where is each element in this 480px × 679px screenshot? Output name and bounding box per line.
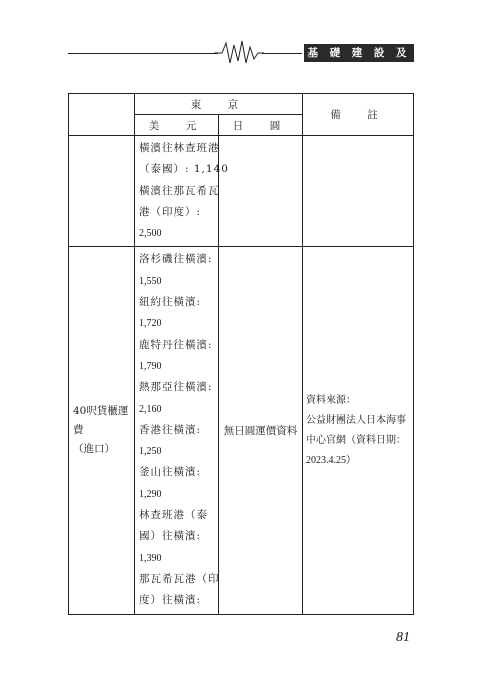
note-line: 資料來源： — [306, 394, 356, 406]
freight-table — [68, 93, 414, 615]
note-line: 2023.4.25） — [306, 454, 356, 466]
rate-line: 熱那亞往橫濱: — [139, 381, 213, 394]
rate-line: 釜山往橫濱: — [139, 466, 202, 479]
row-label-sub: （進口） — [73, 443, 115, 455]
jpy-rates-cell — [219, 247, 303, 614]
jpy-rates-cell — [219, 136, 303, 247]
header-rule-right — [262, 53, 302, 54]
pulse-line-icon — [214, 39, 264, 67]
rate-line: 鹿特丹往橫濱: — [139, 338, 213, 351]
note-line: 公益財團法人日本海事 — [306, 414, 406, 426]
rate-line: 1,250 — [139, 446, 162, 458]
rate-line: 紐約往橫濱: — [139, 296, 202, 309]
rate-line: 橫濱往那瓦希瓦 — [139, 184, 220, 197]
column-header-jpy: 日 圓 — [219, 115, 303, 136]
section-label: 基 礎 建 設 及 成 本 — [304, 44, 414, 62]
rate-line: 1,550 — [139, 275, 162, 287]
column-header-usd: 美 元 — [135, 115, 219, 136]
row-label-cell — [69, 136, 135, 247]
row-label: 40呎貨櫃運費 — [73, 405, 129, 436]
row-label-cell — [69, 247, 135, 614]
header-rule-left — [68, 53, 218, 54]
rate-line: 2,500 — [139, 228, 162, 240]
rate-line: 洛杉磯往橫濱: — [139, 253, 213, 266]
jpy-note: 無日圓運價資料 — [223, 425, 298, 437]
rate-line: 1,390 — [139, 552, 162, 564]
rate-line: 度）往橫濱: — [139, 594, 202, 607]
rate-line: 1,790 — [139, 360, 162, 372]
rate-line: 林查班港（泰 — [139, 509, 208, 522]
table-corner-cell — [69, 94, 135, 136]
usd-rates-cell — [135, 136, 229, 247]
rate-line: 橫濱往林查班港 — [139, 142, 220, 154]
rate-line: 香港往橫濱: — [139, 423, 202, 436]
rate-line: 2,160 — [139, 403, 162, 415]
table-row — [69, 247, 414, 614]
rate-line: 那瓦希瓦港（印 — [139, 572, 220, 585]
usd-rates-cell — [135, 247, 219, 614]
page-header — [0, 0, 480, 77]
page-number: 81 — [396, 630, 410, 645]
rate-line: （泰國）: 1,140 — [139, 163, 229, 176]
rate-line: 1,720 — [139, 318, 162, 330]
note-line: 中心官網（資料日期： — [306, 434, 406, 446]
rate-line: 國）往橫濱: — [139, 530, 202, 543]
column-group-tokyo: 東 京 — [135, 94, 303, 115]
column-header-note: 備 註 — [303, 94, 414, 136]
rate-line: 港（印度）: — [139, 205, 202, 218]
note-cell — [303, 247, 414, 614]
table-row — [69, 136, 414, 247]
rate-line: 1,290 — [139, 488, 162, 500]
note-cell — [303, 136, 414, 247]
